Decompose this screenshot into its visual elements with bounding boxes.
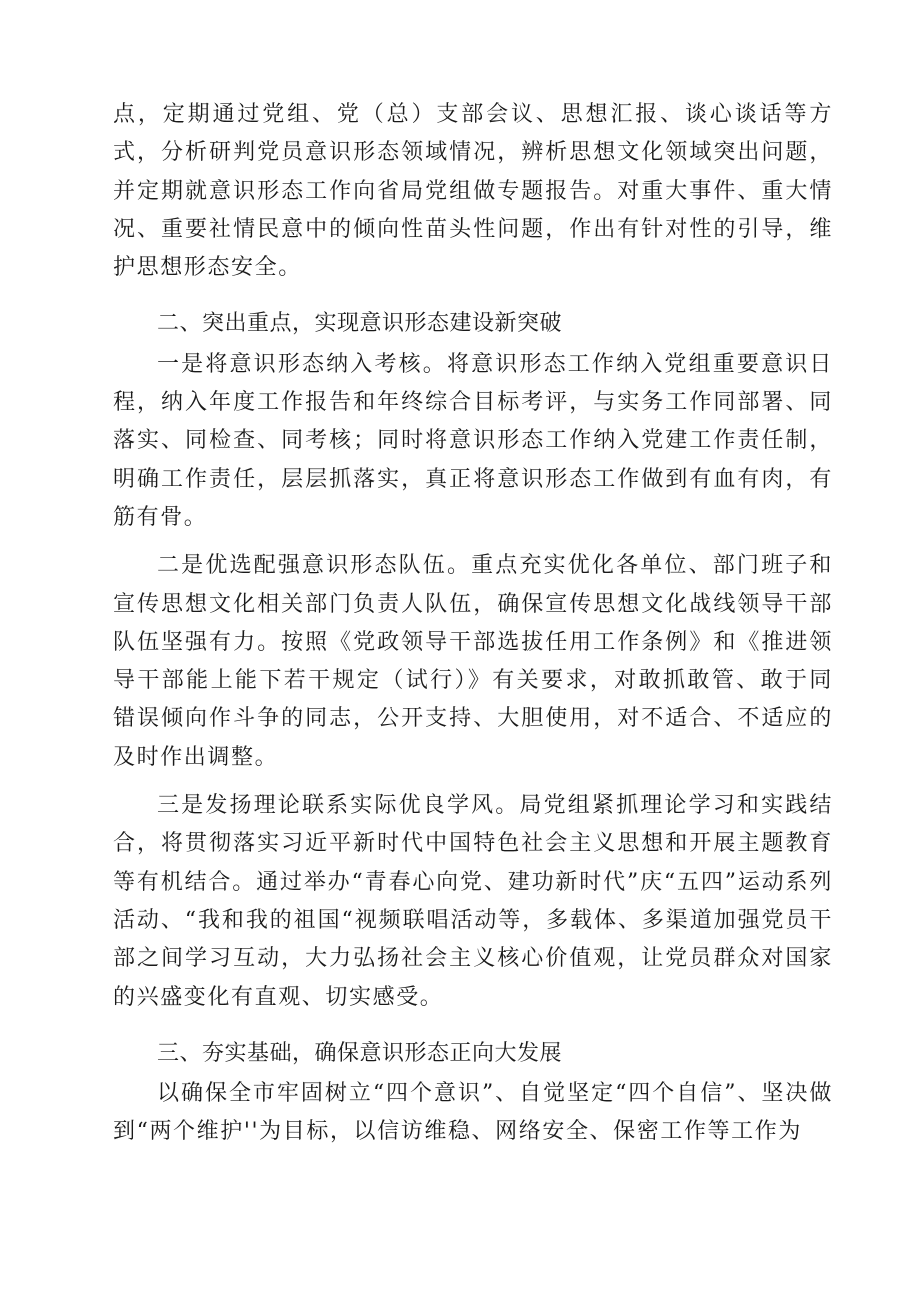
paragraph-assessment: 一是将意识形态纳入考核。将意识形态工作纳入党组重要意识日程，纳入年度工作报告和年终综合目标考评，与实务工作同部署、同落实、同检查、同考核；同时将意识形态工作纳入党建工作责任制，明确工作责任，层层抓落实，真正将意识形态工作做到有血有肉，有筋有骨。 xyxy=(113,351,833,530)
spacer xyxy=(113,287,833,297)
spacer xyxy=(113,537,833,547)
section-heading-3: 三、夯实基础，确保意识形态正向大发展 xyxy=(157,1040,563,1066)
paragraph-study-style: 三是发扬理论联系实际优良学风。局党组紧抓理论学习和实践结合，将贯彻落实习近平新时代中国特色社会主义思想和开展主题教育等有机结合。通过举办“青春心向党、建功新时代”庆“五四”运动系列活动、“我和我的祖国“视频联唱活动等，多载体、多渠道加强党员干部之间学习互动，大力弘扬社会主义核心价值观，让党员群众对国家的兴盛变化有直观、切实感受。 xyxy=(113,793,833,1010)
spacer xyxy=(113,777,833,787)
document-page xyxy=(113,96,833,1152)
paragraph-foundation: 以确保全市牢固树立“四个意识”、自觉坚定“四个自信”、坚决做到“两个维护''为目标，以信访维稳、网络安全、保密工作等工作为 xyxy=(113,1081,833,1145)
section-heading-2: 二、突出重点，实现意识形态建设新突破 xyxy=(157,311,563,337)
paragraph-continued: 点，定期通过党组、党（总）支部会议、思想汇报、谈心谈话等方式，分析研判党员意识形态领域情况，辨析思想文化领域突出问题，并定期就意识形态工作向省局党组做专题报告。对重大事件、重大情况、重要社情民意中的倾向性苗头性问题，作出有针对性的引导，维护思想形态安全。 xyxy=(113,102,833,281)
spacer xyxy=(113,1017,833,1027)
paragraph-team: 二是优选配强意识形态队伍。重点充实优化各单位、部门班子和宣传思想文化相关部门负责人队伍，确保宣传思想文化战线领导干部队伍坚强有力。按照《党政领导干部选拔任用工作条例》和《推进领导干部能上能下若干规定（试行）》有关要求，对敢抓敢管、敢于同错误倾向作斗争的同志，公开支持、大胆使用，对不适合、不适应的及时作出调整。 xyxy=(113,553,833,770)
